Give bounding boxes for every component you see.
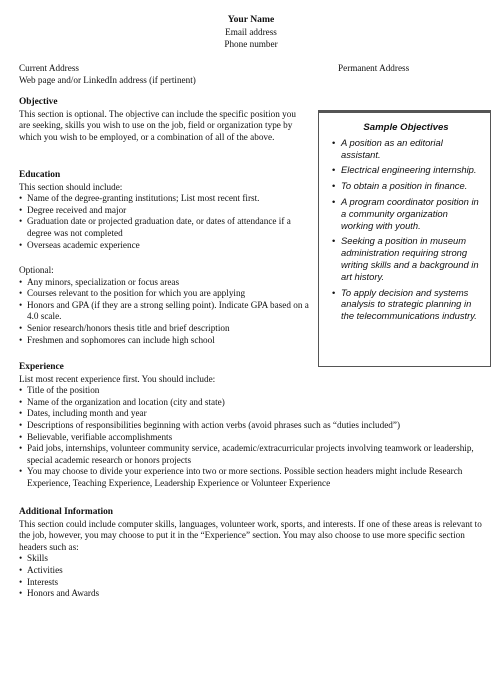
list-item: • Overseas academic experience (19, 240, 309, 252)
list-item: • Seeking a position in museum administration requiring strong writing skills and a background in art history. (332, 235, 480, 282)
list-item: • Dates, including month and year (19, 408, 489, 420)
list-item: • A program coordinator position in a community organization working with youth. (332, 196, 480, 231)
list-item: • Name of the organization and location (city and state) (19, 397, 489, 409)
list-item: • Courses relevant to the position for which you are applying (19, 288, 311, 300)
objective-text: This section is optional. The objective can include the specific position you are seeking, skills you wish to use on the job, field or organization type by which you wish to be employed, or a combination of all of the above. (19, 108, 296, 142)
education-intro: This section should include: (19, 181, 123, 192)
list-item: • To apply decision and systems analysis to strategic planning in the telecommunications industry. (332, 287, 480, 322)
additional-text: This section could include computer skills, languages, volunteer work, sports, and interests. If one of these areas is relevant to the job, however, you may choose to put it in the “Experience” section. You may also choose to use more specific section headers such as: (19, 518, 482, 552)
additional-list (19, 553, 484, 599)
objective-section (19, 97, 301, 143)
optional-heading: Optional: (19, 265, 54, 275)
objective-heading: Objective (19, 97, 58, 107)
additional-heading: Additional Information (19, 507, 114, 517)
experience-section (19, 362, 489, 490)
list-item: • You may choose to divide your experience into two or more sections. Possible section headers might include Research Experience, Teaching Experience, Leadership Experience or Volunteer Experience (19, 466, 489, 489)
list-item: • To obtain a position in finance. (332, 180, 480, 192)
list-item: • Skills (19, 553, 484, 565)
list-item: • Honors and Awards (19, 588, 484, 600)
optional-section (19, 265, 311, 346)
optional-list (19, 277, 311, 347)
list-item: • Activities (19, 565, 484, 577)
education-list (19, 193, 309, 251)
list-item: • A position as an editorial assistant. (332, 137, 480, 161)
list-item: • Graduation date or projected graduation date, or dates of attendance if a degree was not completed (19, 216, 309, 239)
list-item: • Believable, verifiable accomplishments (19, 432, 489, 444)
experience-heading: Experience (19, 362, 64, 372)
your-name: Your Name (227, 14, 275, 25)
permanent-address: Permanent Address (338, 63, 410, 73)
list-item: • Any minors, specialization or focus areas (19, 277, 311, 289)
current-address: Current Address (19, 63, 79, 73)
sample-objectives-list (332, 137, 480, 322)
list-item: • Interests (19, 577, 484, 589)
education-section (19, 170, 309, 251)
list-item: • Title of the position (19, 385, 489, 397)
experience-list (19, 385, 489, 489)
list-item: • Name of the degree-granting institutions; List most recent first. (19, 193, 309, 205)
phone-number: Phone number (224, 39, 278, 49)
education-heading: Education (19, 170, 61, 180)
current-address-block (19, 63, 279, 86)
list-item: • Paid jobs, internships, volunteer community service, academic/extracurricular projects involving teamwork or leadership, special academic research or honors projects (19, 443, 489, 466)
list-item: • Freshmen and sophomores can include high school (19, 335, 311, 347)
additional-section (19, 507, 484, 600)
sample-objectives-title: Sample Objectives (363, 122, 449, 133)
web-address: Web page and/or LinkedIn address (if pertinent) (19, 74, 196, 85)
list-item: • Electrical engineering internship. (332, 164, 480, 176)
list-item: • Honors and GPA (if they are a strong selling point). Indicate GPA based on a 4.0 scale. (19, 300, 311, 323)
sample-objectives-box (318, 110, 491, 367)
list-item: • Senior research/honors thesis title and brief description (19, 323, 311, 335)
list-item: • Descriptions of responsibilities beginning with action verbs (avoid phrases such as “duties included”) (19, 420, 489, 432)
email-address: Email address (225, 27, 277, 37)
resume-header (0, 14, 502, 50)
list-item: • Degree received and major (19, 205, 309, 217)
experience-intro: List most recent experience first. You should include: (19, 373, 216, 384)
